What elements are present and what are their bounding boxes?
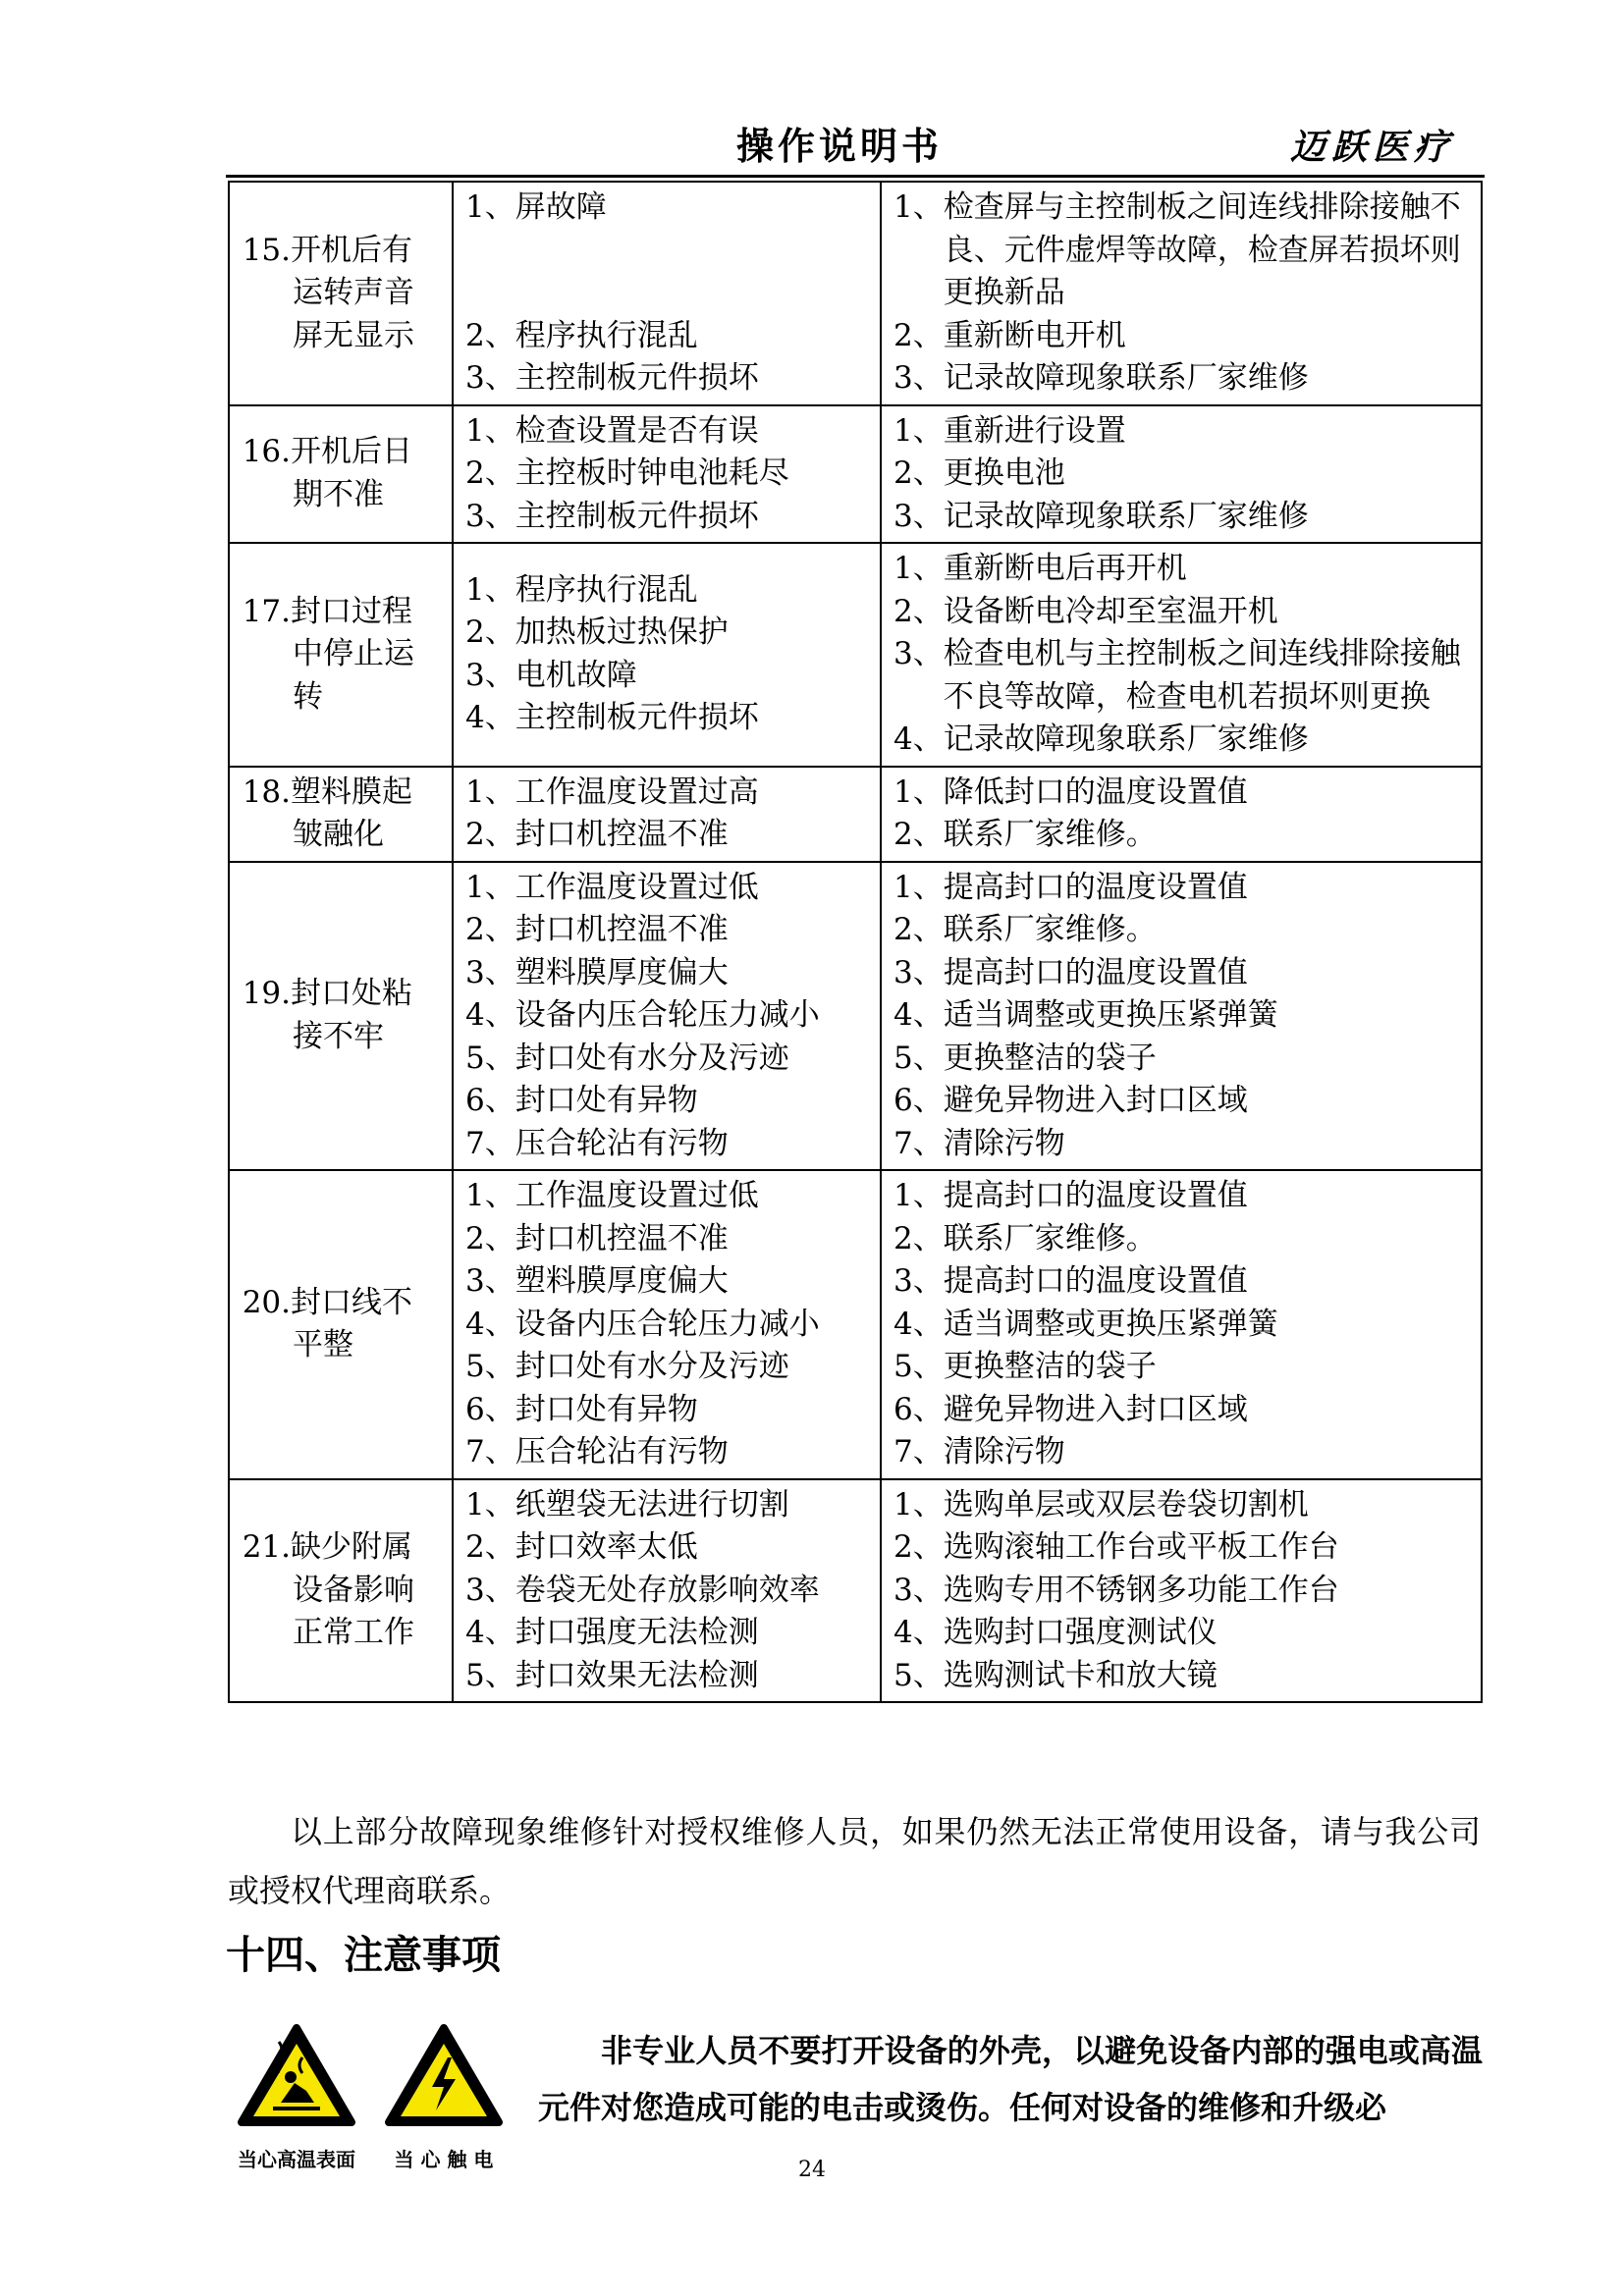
item-text: 加热板过热保护 <box>514 614 729 651</box>
solution-item <box>893 1431 1469 1474</box>
cause-item <box>465 315 868 358</box>
cause-item <box>465 187 868 230</box>
solution-item <box>893 1655 1469 1698</box>
cause-cell <box>453 543 881 767</box>
item-number: 4、 <box>893 1306 944 1342</box>
solution-item <box>893 994 1469 1038</box>
item-number: 7、 <box>465 1125 515 1161</box>
warning-text: 非专业人员不要打开设备的外壳，以避免设备内部的强电或高温元件对您造成可能的电击或烫伤。任何对设备的维修和升级必 <box>538 2032 1483 2126</box>
item-text: 屏故障 <box>514 189 607 225</box>
cause-cell <box>453 767 881 862</box>
item-text: 塑料膜厚度偏大 <box>514 1263 729 1299</box>
cause-cell <box>453 862 881 1171</box>
blank-line <box>465 272 868 315</box>
phenomenon-line: 期不准 <box>293 476 384 512</box>
phenomenon-cell <box>229 405 453 544</box>
item-number: 3、 <box>893 498 944 534</box>
solution-item <box>893 496 1469 539</box>
item-text: 记录故障现象联系厂家维修 <box>943 498 1309 534</box>
item-number: 1、 <box>893 189 944 225</box>
item-number: 1、 <box>893 551 944 586</box>
item-text: 封口处有异物 <box>514 1083 698 1118</box>
hot-surface-warning-icon <box>236 2022 357 2132</box>
cause-cell <box>453 405 881 544</box>
item-text: 记录故障现象联系厂家维修 <box>943 721 1309 757</box>
item-number: 2、 <box>893 593 944 629</box>
item-text: 压合轮沾有污物 <box>514 1434 729 1469</box>
item-number: 6、 <box>893 1083 944 1118</box>
item-number: 1、 <box>893 869 944 905</box>
phenomenon-line: 封口线不 <box>291 1284 412 1320</box>
item-number: 2、 <box>893 1220 944 1256</box>
phenomenon-line: 平整 <box>293 1327 353 1363</box>
solution-item <box>893 1304 1469 1347</box>
item-number: 3、 <box>893 954 944 990</box>
cause-cell <box>453 1479 881 1703</box>
cause-item <box>465 1260 868 1304</box>
solution-item <box>893 1123 1469 1166</box>
cause-cell <box>453 182 881 405</box>
item-text: 设备断电冷却至室温开机 <box>943 593 1278 629</box>
item-number: 1、 <box>465 1486 515 1522</box>
phenomenon-line: 正常工作 <box>293 1615 414 1650</box>
solution-cell <box>881 405 1482 544</box>
item-number: 1、 <box>465 1178 515 1213</box>
cause-item <box>465 909 868 952</box>
item-text: 选购单层或双层卷袋切割机 <box>943 1486 1309 1522</box>
item-text: 重新进行设置 <box>943 412 1126 449</box>
solution-item <box>893 1389 1469 1432</box>
item-text: 压合轮沾有污物 <box>514 1125 729 1161</box>
cause-item <box>465 1123 868 1166</box>
item-text: 避免异物进入封口区域 <box>943 1083 1248 1118</box>
fault-number: 15. <box>242 232 291 268</box>
item-number: 1、 <box>893 1178 944 1213</box>
solution-item <box>893 453 1469 496</box>
item-number: 3、 <box>465 657 515 693</box>
cause-item <box>465 1570 868 1613</box>
item-text: 程序执行混乱 <box>514 317 698 353</box>
item-number: 1、 <box>465 571 515 608</box>
phenomenon-line: 接不牢 <box>293 1018 384 1054</box>
table-row <box>229 1170 1482 1479</box>
hot-surface-label: 当心高温表面 <box>238 2148 355 2171</box>
electric-shock-warning-icon <box>383 2022 505 2132</box>
item-number: 1、 <box>465 189 515 225</box>
solution-item <box>893 1612 1469 1655</box>
cause-item <box>465 994 868 1038</box>
hot-surface-warning <box>236 2022 357 2169</box>
solution-item <box>893 814 1469 857</box>
phenomenon-cell <box>229 862 453 1171</box>
phenomenon-line: 转 <box>293 678 323 715</box>
item-text: 联系厂家维修。 <box>943 1220 1157 1256</box>
item-text: 主控板时钟电池耗尽 <box>514 455 789 491</box>
item-text: 避免异物进入封口区域 <box>943 1391 1248 1427</box>
solution-cell <box>881 543 1482 767</box>
item-text: 工作温度设置过高 <box>514 774 759 810</box>
solution-item <box>893 867 1469 910</box>
solution-item <box>893 357 1469 400</box>
item-number: 5、 <box>465 1349 515 1384</box>
cause-item <box>465 357 868 400</box>
phenomenon-cell <box>229 1479 453 1703</box>
item-text: 选购测试卡和放大镜 <box>943 1657 1218 1693</box>
page-number: 24 <box>798 2158 826 2182</box>
phenomenon-line: 封口过程 <box>291 593 412 629</box>
cause-item <box>465 1175 868 1218</box>
table-row <box>229 543 1482 767</box>
item-text: 降低封口的温度设置值 <box>943 774 1248 810</box>
item-text: 提高封口的温度设置值 <box>943 954 1248 990</box>
item-number: 5、 <box>893 1657 944 1693</box>
item-text: 封口机控温不准 <box>514 1220 729 1256</box>
cause-item <box>465 569 868 613</box>
table-row <box>229 862 1482 1171</box>
item-text: 塑料膜厚度偏大 <box>514 954 729 990</box>
item-text: 封口机控温不准 <box>514 817 729 852</box>
item-text: 封口强度无法检测 <box>514 1615 759 1650</box>
item-text: 清除污物 <box>943 1434 1065 1469</box>
document-title: 操作说明书 <box>736 124 944 168</box>
table-row <box>229 767 1482 862</box>
item-text: 工作温度设置过低 <box>514 1178 759 1213</box>
item-text: 重新断电后再开机 <box>943 551 1187 586</box>
warning-icons <box>236 2022 511 2179</box>
table-row <box>229 405 1482 544</box>
item-text: 适当调整或更换压紧弹簧 <box>943 1306 1278 1342</box>
item-number: 1、 <box>893 1486 944 1522</box>
solution-item <box>893 1080 1469 1123</box>
item-number: 5、 <box>465 1657 515 1693</box>
item-number: 2、 <box>893 455 944 491</box>
electric-shock-label: 当 心 触 电 <box>394 2148 494 2171</box>
item-text: 封口效果无法检测 <box>514 1657 759 1693</box>
phenomenon-line: 开机后日 <box>291 434 412 470</box>
solution-item <box>893 952 1469 995</box>
item-text: 电机故障 <box>514 657 637 693</box>
solution-item <box>893 633 1469 719</box>
cause-item <box>465 952 868 995</box>
header-rule <box>226 175 1485 178</box>
item-number: 5、 <box>465 1040 515 1076</box>
item-number: 3、 <box>465 360 515 396</box>
solution-cell <box>881 862 1482 1171</box>
item-number: 4、 <box>893 1615 944 1650</box>
item-number: 4、 <box>893 997 944 1033</box>
solution-cell <box>881 1479 1482 1703</box>
fault-number: 16. <box>242 434 291 470</box>
cause-item <box>465 1655 868 1698</box>
cause-item <box>465 1526 868 1570</box>
item-number: 1、 <box>465 869 515 905</box>
cause-cell <box>453 1170 881 1479</box>
fault-number: 17. <box>242 593 291 629</box>
solution-item <box>893 772 1469 815</box>
table-row <box>229 182 1482 405</box>
repair-note: 以上部分故障现象维修针对授权维修人员，如果仍然无法正常使用设备，请与我公司或授权代理商联系。 <box>228 1813 1481 1909</box>
item-text: 提高封口的温度设置值 <box>943 1263 1248 1299</box>
item-text: 设备内压合轮压力减小 <box>514 1306 820 1342</box>
solution-item <box>893 410 1469 454</box>
item-text: 设备内压合轮压力减小 <box>514 997 820 1033</box>
item-text: 提高封口的温度设置值 <box>943 869 1248 905</box>
item-text: 提高封口的温度设置值 <box>943 1178 1248 1213</box>
cause-item <box>465 1389 868 1432</box>
solution-item <box>893 909 1469 952</box>
item-text: 封口处有水分及污迹 <box>514 1349 789 1384</box>
cause-item <box>465 1038 868 1081</box>
item-number: 2、 <box>465 1529 515 1565</box>
item-text: 封口效率太低 <box>514 1529 698 1565</box>
item-text: 选购滚轴工作台或平板工作台 <box>943 1529 1339 1565</box>
item-text: 联系厂家维修。 <box>943 817 1157 852</box>
item-number: 7、 <box>893 1434 944 1469</box>
item-number: 3、 <box>893 1572 944 1608</box>
item-number: 1、 <box>465 774 515 810</box>
solution-item <box>893 548 1469 591</box>
item-text: 主控制板元件损坏 <box>514 360 759 396</box>
item-number: 1、 <box>465 412 515 449</box>
item-text: 纸塑袋无法进行切割 <box>514 1486 789 1522</box>
phenomenon-line: 缺少附属 <box>291 1529 412 1565</box>
fault-number: 18. <box>242 774 291 810</box>
solution-item <box>893 315 1469 358</box>
item-text: 封口处有水分及污迹 <box>514 1040 789 1076</box>
fault-number: 19. <box>242 976 291 1012</box>
solution-item <box>893 591 1469 634</box>
table-row <box>229 1479 1482 1703</box>
cause-item <box>465 772 868 815</box>
item-text: 更换整洁的袋子 <box>943 1040 1157 1076</box>
cause-item <box>465 697 868 740</box>
item-text: 卷袋无处存放影响效率 <box>514 1572 820 1608</box>
cause-item <box>465 1346 868 1389</box>
cause-item <box>465 867 868 910</box>
item-text: 联系厂家维修。 <box>943 912 1157 947</box>
item-number: 3、 <box>465 1572 515 1608</box>
phenomenon-line: 塑料膜起 <box>291 774 412 810</box>
item-number: 2、 <box>893 317 944 353</box>
item-number: 2、 <box>465 912 515 947</box>
item-text: 封口处有异物 <box>514 1391 698 1427</box>
solution-item <box>893 187 1469 315</box>
item-text: 检查屏与主控制板之间连线排除接触不良、元件虚焊等故障，检查屏若损坏则更换新品 <box>943 189 1461 310</box>
item-number: 4、 <box>465 1615 515 1650</box>
item-text: 工作温度设置过低 <box>514 869 759 905</box>
cause-item <box>465 612 868 655</box>
solution-item <box>893 1038 1469 1081</box>
item-text: 主控制板元件损坏 <box>514 700 759 736</box>
item-number: 2、 <box>465 1220 515 1256</box>
cause-item <box>465 1612 868 1655</box>
phenomenon-line: 屏无显示 <box>293 317 414 353</box>
cause-item <box>465 1218 868 1261</box>
cause-item <box>465 453 868 496</box>
item-number: 3、 <box>465 498 515 534</box>
item-text: 程序执行混乱 <box>514 571 698 608</box>
item-number: 2、 <box>465 817 515 852</box>
solution-item <box>893 1218 1469 1261</box>
item-number: 6、 <box>465 1083 515 1118</box>
solution-item <box>893 1484 1469 1527</box>
solution-item <box>893 1526 1469 1570</box>
item-number: 2、 <box>893 912 944 947</box>
item-number: 3、 <box>893 360 944 396</box>
phenomenon-cell <box>229 767 453 862</box>
solution-item <box>893 1260 1469 1304</box>
cause-item <box>465 410 868 454</box>
item-text: 检查设置是否有误 <box>514 412 759 449</box>
item-number: 2、 <box>893 1529 944 1565</box>
item-text: 清除污物 <box>943 1125 1065 1161</box>
fault-number: 21. <box>242 1529 291 1565</box>
cause-item <box>465 496 868 539</box>
item-text: 选购专用不锈钢多功能工作台 <box>943 1572 1339 1608</box>
phenomenon-cell <box>229 1170 453 1479</box>
cause-item <box>465 1304 868 1347</box>
phenomenon-cell <box>229 543 453 767</box>
item-text: 封口机控温不准 <box>514 912 729 947</box>
fault-number: 20. <box>242 1284 291 1320</box>
phenomenon-line: 皱融化 <box>293 817 384 852</box>
section-title: 十四、注意事项 <box>226 1933 501 1978</box>
cause-item <box>465 814 868 857</box>
item-number: 3、 <box>893 1263 944 1299</box>
item-number: 1、 <box>893 412 944 449</box>
item-number: 5、 <box>893 1040 944 1076</box>
solution-cell <box>881 1170 1482 1479</box>
item-text: 选购封口强度测试仪 <box>943 1615 1218 1650</box>
electric-shock-warning <box>383 2022 505 2169</box>
cause-item <box>465 1080 868 1123</box>
item-text: 适当调整或更换压紧弹簧 <box>943 997 1278 1033</box>
item-number: 6、 <box>465 1391 515 1427</box>
item-number: 2、 <box>465 455 515 491</box>
item-number: 3、 <box>465 954 515 990</box>
fault-table <box>228 181 1483 1703</box>
phenomenon-line: 开机后有 <box>291 232 412 268</box>
solution-item <box>893 1570 1469 1613</box>
item-number: 4、 <box>465 1306 515 1342</box>
item-number: 2、 <box>465 317 515 353</box>
item-number: 7、 <box>465 1434 515 1469</box>
blank-line <box>465 230 868 273</box>
item-number: 2、 <box>893 817 944 852</box>
item-number: 4、 <box>465 997 515 1033</box>
item-text: 记录故障现象联系厂家维修 <box>943 360 1309 396</box>
solution-cell <box>881 182 1482 405</box>
item-number: 1、 <box>893 774 944 810</box>
cause-item <box>465 1484 868 1527</box>
solution-item <box>893 719 1469 762</box>
item-number: 7、 <box>893 1125 944 1161</box>
cause-item <box>465 655 868 698</box>
item-number: 3、 <box>465 1263 515 1299</box>
fault-table-body <box>229 182 1482 1702</box>
item-text: 检查电机与主控制板之间连线排除接触不良等故障，检查电机若损坏则更换 <box>943 636 1461 715</box>
item-number: 4、 <box>893 721 944 757</box>
item-text: 更换整洁的袋子 <box>943 1349 1157 1384</box>
solution-item <box>893 1346 1469 1389</box>
solution-cell <box>881 767 1482 862</box>
item-number: 5、 <box>893 1349 944 1384</box>
item-number: 4、 <box>465 700 515 736</box>
solution-item <box>893 1175 1469 1218</box>
item-text: 重新断电开机 <box>943 317 1126 353</box>
item-number: 3、 <box>893 636 944 671</box>
item-text: 更换电池 <box>943 455 1065 491</box>
phenomenon-line: 运转声音 <box>293 275 414 310</box>
item-number: 2、 <box>465 614 515 651</box>
page-header <box>226 116 1485 179</box>
phenomenon-line: 封口处粘 <box>291 976 412 1012</box>
phenomenon-line: 中停止运 <box>293 636 414 671</box>
company-name: 迈跃医疗 <box>1289 127 1455 168</box>
phenomenon-cell <box>229 182 453 405</box>
item-text: 主控制板元件损坏 <box>514 498 759 534</box>
item-number: 6、 <box>893 1391 944 1427</box>
cause-item <box>465 1431 868 1474</box>
phenomenon-line: 设备影响 <box>293 1572 414 1608</box>
